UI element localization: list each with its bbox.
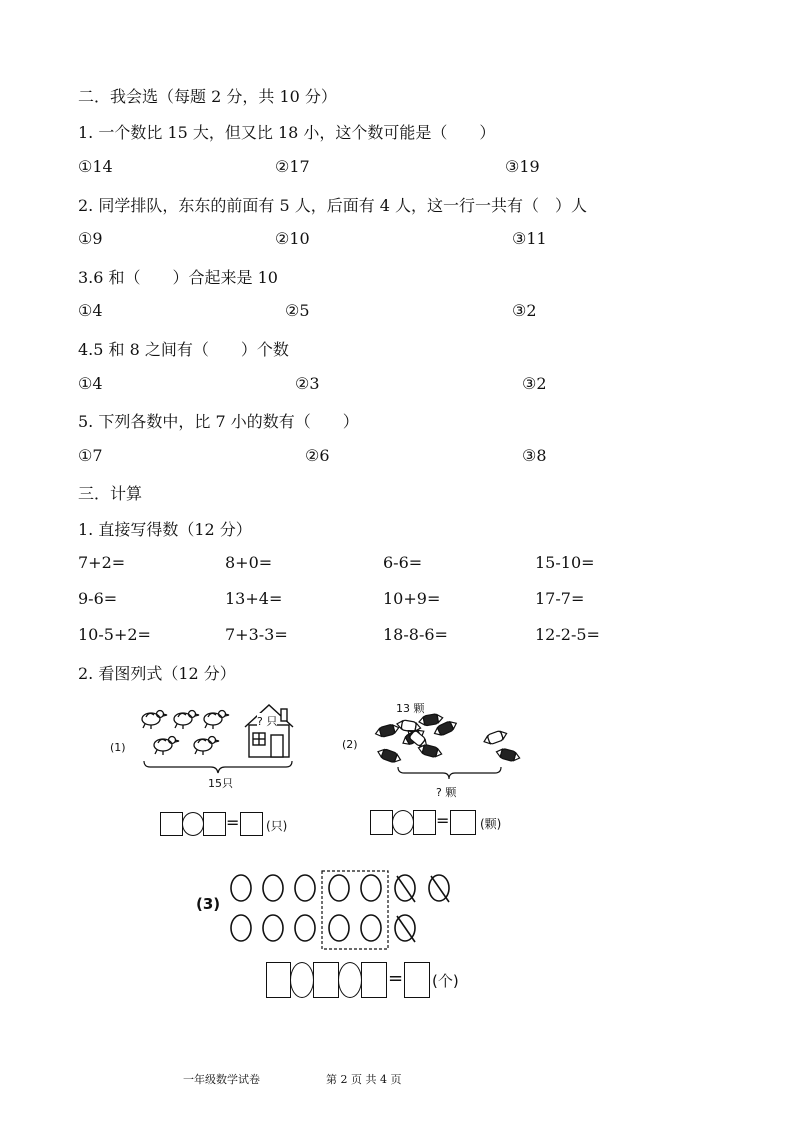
equals-sign: = — [436, 811, 450, 830]
calc-item: 18-8-6= — [383, 625, 448, 644]
q2-option-3: ③11 — [512, 229, 547, 248]
operator-circle[interactable] — [182, 812, 204, 836]
answer-box[interactable] — [370, 810, 393, 835]
figure2-label: (2) — [342, 738, 358, 751]
equals-sign: = — [388, 968, 404, 989]
calc-item: 17-7= — [535, 589, 585, 608]
question-4: 4.5 和 8 之间有（ ）个数 — [78, 340, 289, 359]
equals-sign: = — [226, 813, 240, 832]
operator-circle[interactable] — [290, 962, 314, 998]
figure3-label: (3) — [196, 895, 221, 913]
q3-option-3: ③2 — [512, 301, 537, 320]
calc-item: 13+4= — [225, 589, 283, 608]
calc-item: 15-10= — [535, 553, 595, 572]
q4-option-2: ②3 — [295, 374, 320, 393]
calc-item: 7+3-3= — [225, 625, 288, 644]
calc-item: 6-6= — [383, 553, 423, 572]
page-number: 第 2 页 共 4 页 — [326, 1073, 402, 1086]
calc-item: 9-6= — [78, 589, 118, 608]
calc-item: 10-5+2= — [78, 625, 151, 644]
q2-option-1: ①9 — [78, 229, 103, 248]
answer-box[interactable] — [313, 962, 339, 998]
q5-option-1: ①7 — [78, 446, 103, 465]
calc-item: 10+9= — [383, 589, 441, 608]
calc-item: 8+0= — [225, 553, 273, 572]
answer-box[interactable] — [404, 962, 430, 998]
operator-circle[interactable] — [392, 810, 414, 835]
house-icon — [243, 703, 295, 759]
unit-label: (只) — [266, 819, 288, 833]
answer-box[interactable] — [413, 810, 436, 835]
question-2: 2. 同学排队，东东的前面有 5 人，后面有 4 人，这一行一共有（ ）人 — [78, 196, 588, 215]
q1-option-2: ②17 — [275, 157, 310, 176]
calc-item: 7+2= — [78, 553, 126, 572]
question-3: 3.6 和（ ）合起来是 10 — [78, 268, 278, 287]
footer-title: 一年级数学试卷 — [183, 1073, 260, 1086]
unit-label: (颗) — [480, 817, 502, 831]
q2-option-2: ②10 — [275, 229, 310, 248]
brace-bottom — [143, 760, 293, 774]
section3-title: 三．计算 — [78, 484, 143, 503]
picture-equation-title: 2. 看图列式（12 分） — [78, 664, 236, 683]
birds-illustration — [135, 705, 235, 765]
brace-bottom — [397, 766, 502, 780]
answer-box[interactable] — [450, 810, 476, 835]
q3-option-1: ①4 — [78, 301, 103, 320]
q4-option-3: ③2 — [522, 374, 547, 393]
total-label: 15只 — [208, 777, 233, 790]
answer-box[interactable] — [203, 812, 226, 836]
q5-option-3: ③8 — [522, 446, 547, 465]
circles-illustration — [225, 868, 465, 954]
question-5: 5. 下列各数中，比 7 小的数有（ ） — [78, 412, 359, 431]
answer-box[interactable] — [240, 812, 263, 836]
answer-box[interactable] — [160, 812, 183, 836]
answer-box[interactable] — [361, 962, 387, 998]
section2-title: 二．我会选（每题 2 分，共 10 分） — [78, 87, 337, 106]
candy-total-label: 13 颗 — [396, 702, 425, 715]
calc-item: 12-2-5= — [535, 625, 600, 644]
q4-option-1: ①4 — [78, 374, 103, 393]
q1-option-1: ①14 — [78, 157, 113, 176]
q5-option-2: ②6 — [305, 446, 330, 465]
figure1-label: (1) — [110, 741, 126, 754]
unit-label: (个) — [432, 972, 459, 990]
operator-circle[interactable] — [338, 962, 362, 998]
q3-option-2: ②5 — [285, 301, 310, 320]
q1-option-3: ③19 — [505, 157, 540, 176]
candies-illustration — [370, 712, 530, 768]
question-1: 1. 一个数比 15 大，但又比 18 小，这个数可能是（ ） — [78, 123, 496, 142]
calc-part-title: 1. 直接写得数（12 分） — [78, 520, 252, 539]
unknown-candy-label: ? 颗 — [436, 786, 457, 799]
house-label: ? 只 — [257, 715, 278, 728]
answer-box[interactable] — [266, 962, 291, 998]
